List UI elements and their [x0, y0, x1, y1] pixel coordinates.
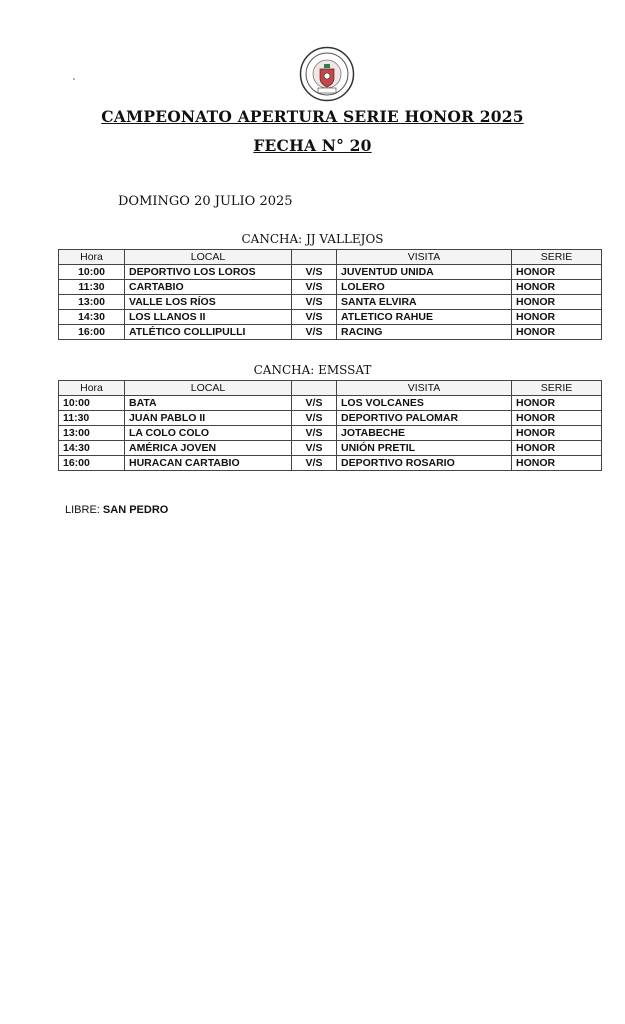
cell-visita: RACING [337, 325, 512, 340]
cell-local: LA COLO COLO [125, 426, 292, 441]
cell-visita: DEPORTIVO ROSARIO [337, 456, 512, 471]
table-row [59, 456, 602, 471]
cell-vs: V/S [292, 295, 337, 310]
cell-vs: V/S [292, 426, 337, 441]
cell-vs: V/S [292, 396, 337, 411]
cell-vs: V/S [292, 280, 337, 295]
cell-serie: HONOR [512, 325, 602, 340]
column-header-hora: Hora [59, 250, 125, 265]
cancha-title: CANCHA: EMSSAT [253, 363, 372, 377]
cell-vs: V/S [292, 310, 337, 325]
table-row [59, 411, 602, 426]
column-header-hora: Hora [59, 381, 125, 396]
cell-serie: HONOR [512, 265, 602, 280]
cell-vs: V/S [292, 456, 337, 471]
cancha-title: CANCHA: JJ VALLEJOS [241, 232, 384, 246]
fecha-title: FECHA N° 20 [253, 136, 372, 155]
cell-visita: ATLETICO RAHUE [337, 310, 512, 325]
cell-local: HURACAN CARTABIO [125, 456, 292, 471]
cell-visita: LOLERO [337, 280, 512, 295]
table-row [59, 325, 602, 340]
cell-hora: 14:30 [59, 310, 125, 325]
libre-team: SAN PEDRO [102, 504, 169, 516]
column-header-visita: VISITA [337, 381, 512, 396]
cell-local: ATLÉTICO COLLIPULLI [125, 325, 292, 340]
table-row [59, 396, 602, 411]
fixture-table [58, 249, 602, 340]
cell-hora: 11:30 [59, 280, 125, 295]
cell-serie: HONOR [512, 426, 602, 441]
cell-vs: V/S [292, 265, 337, 280]
cell-local: JUAN PABLO II [125, 411, 292, 426]
cell-serie: HONOR [512, 396, 602, 411]
cell-hora: 10:00 [59, 396, 125, 411]
cell-serie: HONOR [512, 411, 602, 426]
cell-serie: HONOR [512, 295, 602, 310]
cell-hora: 16:00 [59, 456, 125, 471]
cell-visita: JUVENTUD UNIDA [337, 265, 512, 280]
page-title: CAMPEONATO APERTURA SERIE HONOR 2025 [101, 107, 524, 126]
cell-serie: HONOR [512, 456, 602, 471]
cell-hora: 11:30 [59, 411, 125, 426]
table-row [59, 295, 602, 310]
cell-vs: V/S [292, 325, 337, 340]
cell-vs: V/S [292, 441, 337, 456]
cell-local: AMÉRICA JOVEN [125, 441, 292, 456]
column-header-serie: SERIE [512, 381, 602, 396]
cell-hora: 16:00 [59, 325, 125, 340]
cell-vs: V/S [292, 411, 337, 426]
cell-visita: UNIÓN PRETIL [337, 441, 512, 456]
scan-speck [73, 78, 75, 80]
column-header-vs [292, 250, 337, 265]
table-header-row [59, 381, 602, 396]
cell-local: DEPORTIVO LOS LOROS [125, 265, 292, 280]
column-header-serie: SERIE [512, 250, 602, 265]
table-row [59, 265, 602, 280]
cell-serie: HONOR [512, 441, 602, 456]
table-row [59, 441, 602, 456]
association-seal-icon [299, 46, 355, 102]
fixture-table [58, 380, 602, 471]
column-header-local: LOCAL [125, 250, 292, 265]
cell-hora: 13:00 [59, 426, 125, 441]
column-header-visita: VISITA [337, 250, 512, 265]
column-header-local: LOCAL [125, 381, 292, 396]
table-row [59, 280, 602, 295]
cell-local: LOS LLANOS II [125, 310, 292, 325]
table-header-row [59, 250, 602, 265]
table-row [59, 310, 602, 325]
cell-serie: HONOR [512, 280, 602, 295]
cell-local: CARTABIO [125, 280, 292, 295]
match-date: DOMINGO 20 JULIO 2025 [118, 194, 293, 209]
libre-label: LIBRE: [65, 504, 100, 516]
cell-hora: 14:30 [59, 441, 125, 456]
table-row [59, 426, 602, 441]
cell-visita: SANTA ELVIRA [337, 295, 512, 310]
cell-serie: HONOR [512, 310, 602, 325]
cell-hora: 13:00 [59, 295, 125, 310]
column-header-vs [292, 381, 337, 396]
cell-visita: JOTABECHE [337, 426, 512, 441]
cell-visita: DEPORTIVO PALOMAR [337, 411, 512, 426]
cell-local: BATA [125, 396, 292, 411]
cell-local: VALLE LOS RÍOS [125, 295, 292, 310]
cell-visita: LOS VOLCANES [337, 396, 512, 411]
cell-hora: 10:00 [59, 265, 125, 280]
libre-note [65, 504, 168, 516]
